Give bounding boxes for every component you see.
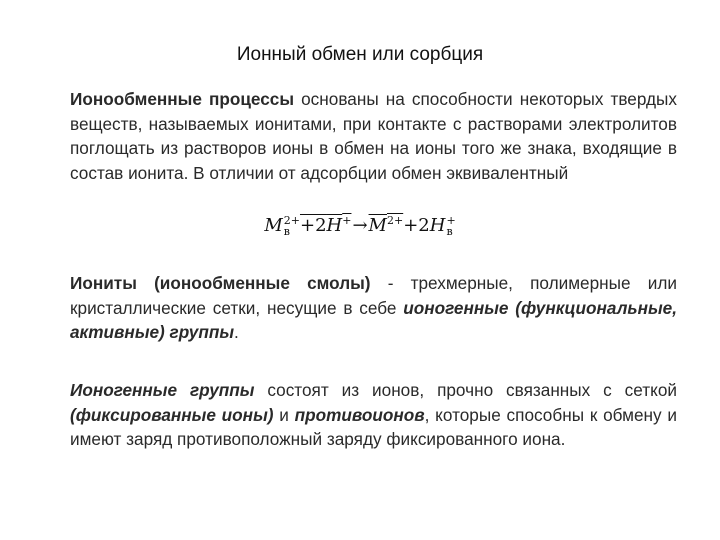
- paragraph-ionogenic-groups: [70, 378, 677, 452]
- formula-metal-charge: 2+ в: [283, 214, 300, 238]
- term-counterions: противоионов: [294, 404, 425, 425]
- paragraph-text: и: [273, 404, 295, 425]
- formula-hydrogen-charge: +: [342, 214, 352, 227]
- paragraph-text: состоят из ионов, прочно связанных с сеткой: [254, 380, 678, 400]
- formula-metal-charge-product: 2+: [386, 214, 404, 227]
- paragraph-ionites: [70, 271, 677, 345]
- paragraph-end: .: [234, 322, 239, 343]
- formula-metal-ion: M: [264, 215, 283, 236]
- term-ionogenic-groups-lead: Ионогенные группы: [70, 380, 255, 400]
- formula-metal-ion-product: M: [368, 215, 387, 236]
- term-ionogenic-groups: ионогенные (функциональные, активные) группы: [70, 297, 677, 343]
- slide-title: Ионный обмен или сорбция: [236, 44, 484, 65]
- paragraph-text: , которые способны к обмену и имеют заряд противоположный заряду фиксированного иона.: [70, 404, 677, 450]
- term-ionites: Иониты (ионообменные смолы): [70, 273, 371, 293]
- formula-coefficient-product: +2: [403, 215, 430, 236]
- formula-arrow: →: [352, 215, 368, 236]
- formula-coefficient: +2: [299, 215, 327, 236]
- formula-overlined-product: [369, 215, 404, 236]
- paragraph-text: - трехмерные, полимерные или кристаллические сетки, несущие в себе: [70, 273, 677, 318]
- paragraph-ion-exchange: [70, 87, 677, 185]
- formula-hydrogen-ion-product: H: [429, 215, 446, 236]
- exchange-equation: [0, 214, 720, 237]
- formula-hydrogen-charge-product: + в: [446, 214, 456, 238]
- formula-overlined-reactant: [300, 215, 351, 236]
- term-fixed-ions: (фиксированные ионы): [70, 404, 274, 425]
- term-ion-exchange-processes: Ионообменные процессы: [70, 89, 295, 109]
- formula-hydrogen-ion: H: [326, 215, 343, 236]
- paragraph-text: основаны на способности некоторых твердых веществ, называемых ионитами, при контакте с растворами электролитов поглощать из растворов ионы в обмен на ионы того же знака, входящие в состав ионита. В отличии от адсорбции обмен эквивалентный: [70, 89, 677, 183]
